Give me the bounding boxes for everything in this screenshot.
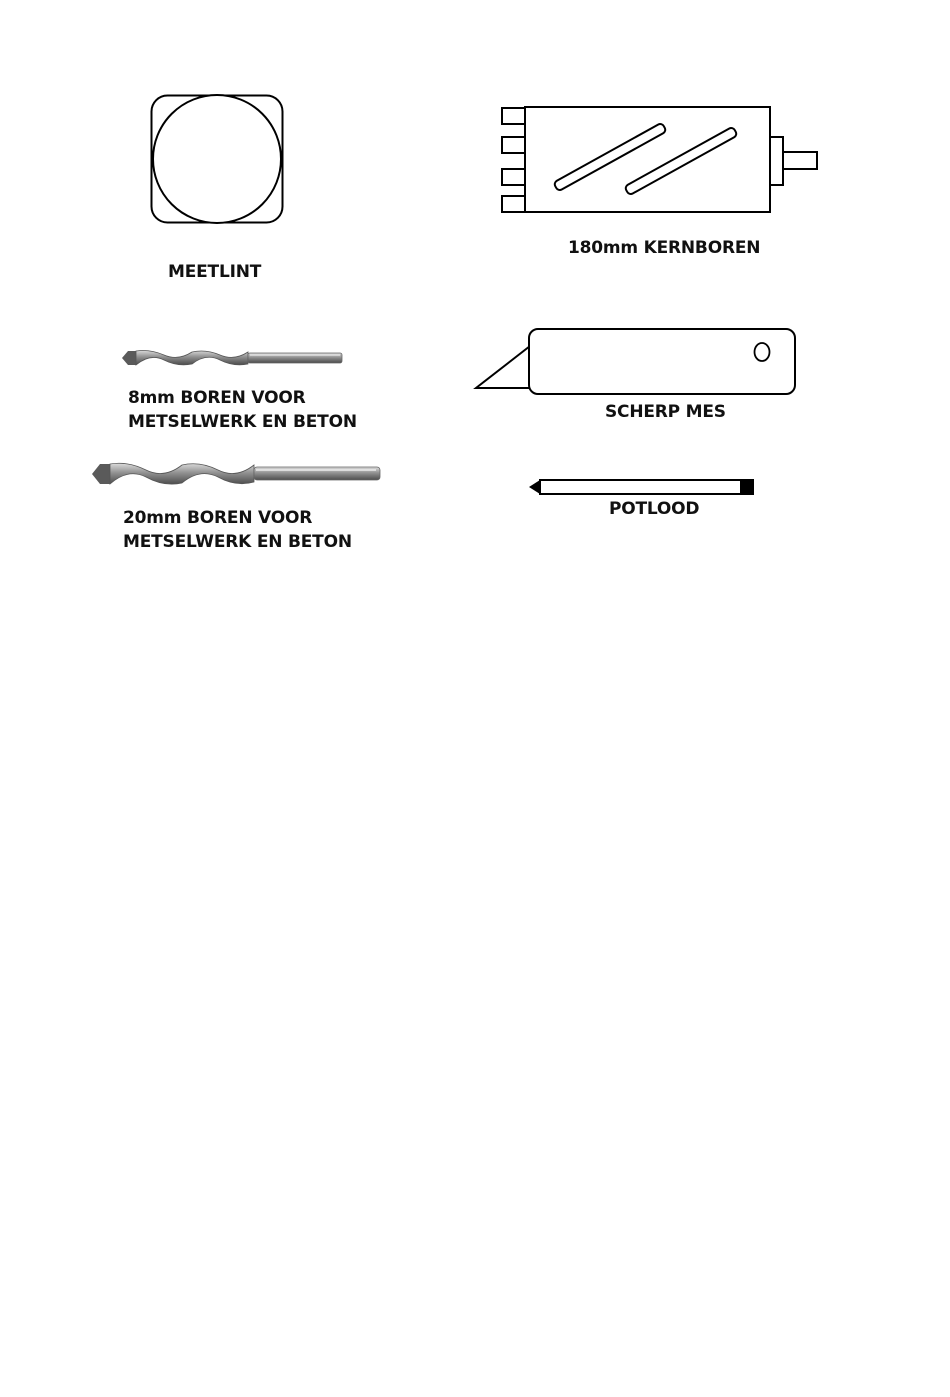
drill-bit-8mm-icon [120,347,346,369]
core-drill-icon [500,104,820,216]
drill-bit-20mm-icon [90,459,386,489]
drill-bit-8mm-label-line1: 8mm BOREN VOOR [128,388,306,408]
tape-measure-label: MEETLINT [168,262,262,282]
pencil-icon [528,477,756,497]
drill-bit-8mm-label-line2: METSELWERK EN BETON [128,412,357,432]
tape-measure-icon [150,94,284,224]
drill-bit-20mm-label-line1: 20mm BOREN VOOR [123,508,313,528]
core-drill-label: 180mm KERNBOREN [568,238,761,258]
pencil-label: POTLOOD [609,499,700,519]
utility-knife-icon [474,327,798,399]
drill-bit-20mm-label-line2: METSELWERK EN BETON [123,532,352,552]
utility-knife-label: SCHERP MES [605,402,726,422]
